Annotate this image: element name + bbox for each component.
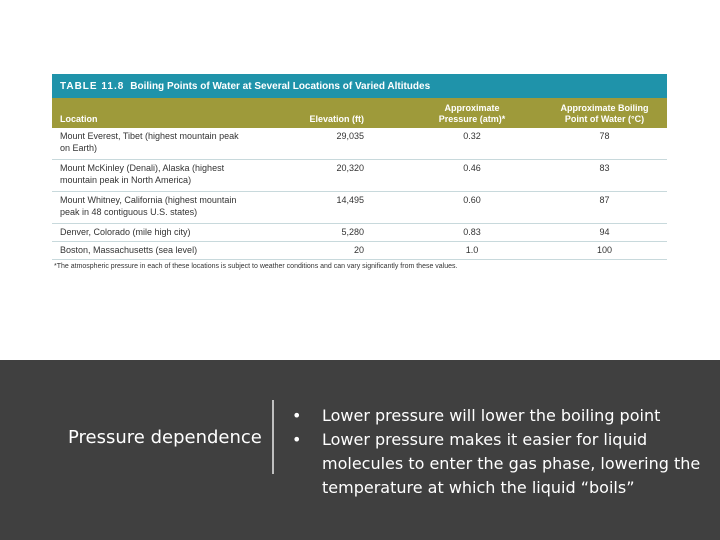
cell-boiling-point: 100 bbox=[596, 245, 613, 255]
cell-pressure: 0.46 bbox=[463, 163, 481, 173]
cell-location: Mount Whitney, California (highest mountain peak in 48 contiguous U.S. states) bbox=[60, 195, 237, 217]
header-pressure: Approximate Pressure (atm)* bbox=[438, 103, 506, 124]
cell-pressure: 0.83 bbox=[463, 227, 481, 237]
bullet-icon: • bbox=[292, 406, 302, 425]
boiling-point-table bbox=[52, 74, 667, 270]
cell-location: Mount McKinley (Denali), Alaska (highest mountain peak in North America) bbox=[60, 163, 225, 185]
table-header-row bbox=[52, 98, 667, 128]
header-boiling-point: Approximate Boiling Point of Water (°C) bbox=[560, 103, 649, 124]
cell-location: Denver, Colorado (mile high city) bbox=[60, 227, 191, 237]
bullet-text: Lower pressure makes it easier for liquid molecules to enter the gas phase, lowering the temperature at which the liquid “boils” bbox=[322, 430, 701, 497]
bullet-text: Lower pressure will lower the boiling point bbox=[322, 406, 661, 425]
table-row bbox=[52, 192, 667, 224]
cell-pressure: 1.0 bbox=[465, 245, 479, 255]
cell-boiling-point: 94 bbox=[599, 227, 610, 237]
cell-elevation: 14,495 bbox=[336, 195, 364, 205]
cell-pressure: 0.60 bbox=[463, 195, 481, 205]
bottom-panel bbox=[0, 360, 720, 540]
vertical-divider bbox=[272, 400, 274, 474]
table-row bbox=[52, 160, 667, 192]
bullet-item bbox=[292, 404, 712, 428]
table-row bbox=[52, 242, 667, 260]
header-location: Location bbox=[60, 114, 98, 124]
cell-elevation: 20,320 bbox=[336, 163, 364, 173]
table-footnote: *The atmospheric pressure in each of these locations is subject to weather conditions and can vary significantly from these values. bbox=[54, 263, 458, 270]
cell-boiling-point: 87 bbox=[599, 195, 610, 205]
cell-location: Mount Everest, Tibet (highest mountain peak on Earth) bbox=[60, 131, 239, 153]
cell-elevation: 20 bbox=[353, 245, 364, 255]
table-title: Boiling Points of Water at Several Locations of Varied Altitudes bbox=[130, 80, 431, 92]
cell-elevation: 29,035 bbox=[336, 131, 364, 141]
table-row bbox=[52, 224, 667, 242]
cell-boiling-point: 83 bbox=[599, 163, 610, 173]
cell-location: Boston, Massachusetts (sea level) bbox=[60, 245, 198, 255]
cell-pressure: 0.32 bbox=[463, 131, 481, 141]
bullet-item bbox=[292, 428, 712, 500]
cell-boiling-point: 78 bbox=[599, 131, 610, 141]
cell-elevation: 5,280 bbox=[341, 227, 364, 237]
bullet-icon: • bbox=[292, 430, 302, 449]
section-title: Pressure dependence bbox=[68, 427, 262, 448]
bullet-list bbox=[292, 404, 712, 500]
table-label: TABLE 11.8 bbox=[60, 80, 125, 92]
table-title-bar bbox=[52, 74, 667, 98]
header-elevation: Elevation (ft) bbox=[309, 114, 364, 124]
table-row bbox=[52, 128, 667, 160]
